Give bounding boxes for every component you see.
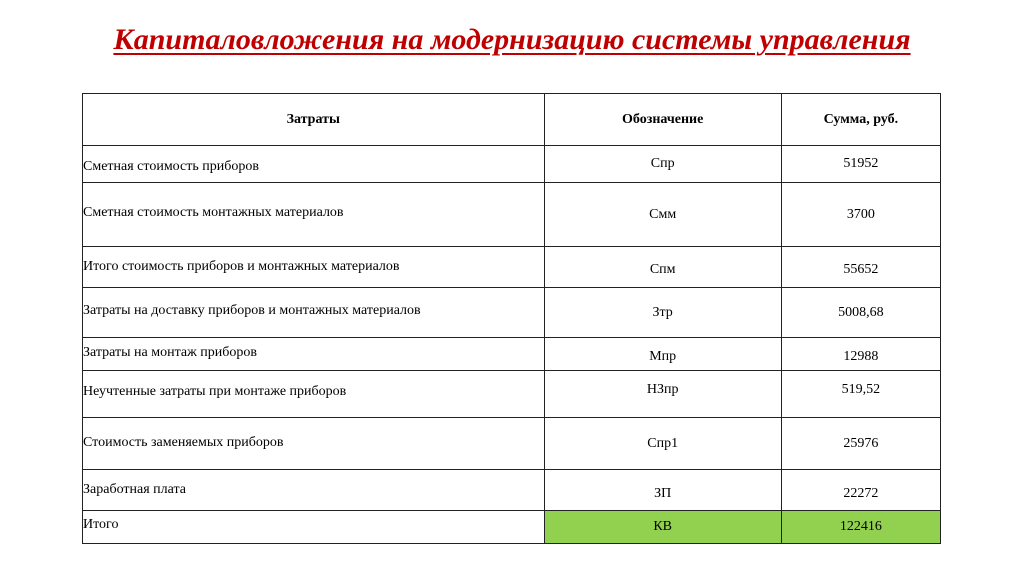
table-row xyxy=(83,288,941,338)
sum-cell: 3700 xyxy=(781,183,940,247)
sum-cell-total: 122416 xyxy=(781,511,940,544)
table-row xyxy=(83,146,941,183)
header-sum: Сумма, руб. xyxy=(781,94,940,146)
table-row xyxy=(83,338,941,371)
header-costs: Затраты xyxy=(83,94,545,146)
sum-cell: 12988 xyxy=(781,338,940,371)
table-row xyxy=(83,418,941,470)
symbol-cell: Спр xyxy=(544,146,781,183)
cost-cell: Итого xyxy=(83,511,545,544)
symbol-cell: Смм xyxy=(544,183,781,247)
header-symbol: Обозначение xyxy=(544,94,781,146)
table-header-row xyxy=(83,94,941,146)
symbol-cell-total: КВ xyxy=(544,511,781,544)
table-row xyxy=(83,470,941,511)
symbol-cell: Мпр xyxy=(544,338,781,371)
symbol-cell: НЗпр xyxy=(544,371,781,418)
table-row-total xyxy=(83,511,941,544)
symbol-cell: Зтр xyxy=(544,288,781,338)
cost-cell: Затраты на монтаж приборов xyxy=(83,338,545,371)
cost-cell: Затраты на доставку приборов и монтажных материалов xyxy=(83,288,545,338)
table-row xyxy=(83,183,941,247)
cost-cell: Сметная стоимость приборов xyxy=(83,146,545,183)
sum-cell: 51952 xyxy=(781,146,940,183)
symbol-cell: Спм xyxy=(544,247,781,288)
cost-cell: Сметная стоимость монтажных материалов xyxy=(83,183,545,247)
table-row xyxy=(83,371,941,418)
sum-cell: 55652 xyxy=(781,247,940,288)
page-title: Капиталовложения на модернизацию системы управления xyxy=(113,23,911,56)
cost-cell: Заработная плата xyxy=(83,470,545,511)
sum-cell: 5008,68 xyxy=(781,288,940,338)
sum-cell: 519,52 xyxy=(781,371,940,418)
table-row xyxy=(83,247,941,288)
cost-cell: Итого стоимость приборов и монтажных материалов xyxy=(83,247,545,288)
sum-cell: 22272 xyxy=(781,470,940,511)
costs-table xyxy=(82,93,941,544)
cost-cell: Неучтенные затраты при монтаже приборов xyxy=(83,371,545,418)
symbol-cell: Спр1 xyxy=(544,418,781,470)
cost-cell: Стоимость заменяемых приборов xyxy=(83,418,545,470)
sum-cell: 25976 xyxy=(781,418,940,470)
symbol-cell: ЗП xyxy=(544,470,781,511)
